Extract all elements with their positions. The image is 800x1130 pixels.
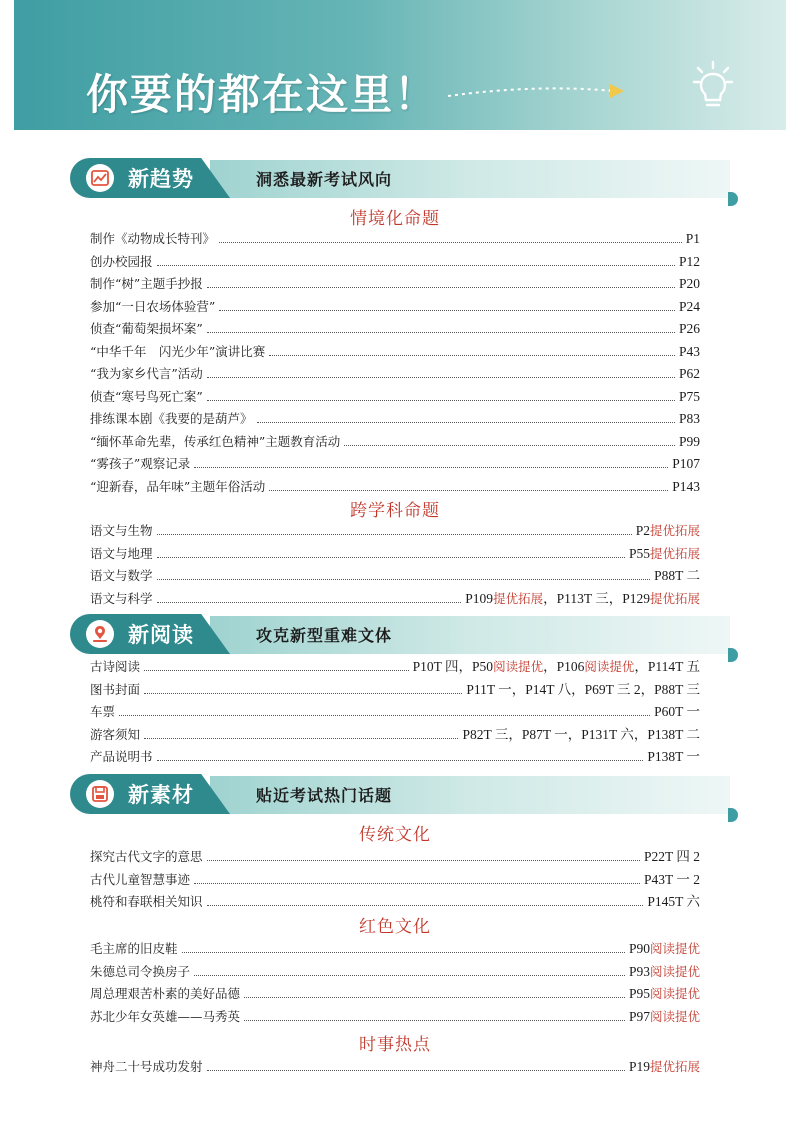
section-header xyxy=(70,774,730,814)
toc-entry[interactable] xyxy=(90,983,700,1003)
entry-page xyxy=(629,940,700,958)
entry-page xyxy=(629,1008,700,1026)
page-ref: P43 xyxy=(678,343,700,359)
dot-leader xyxy=(157,557,625,558)
entry-title: 侦查“葡萄架损坏案” xyxy=(90,321,203,336)
entry-title: 图书封面 xyxy=(90,681,141,697)
entry-title: “中华千年 闪光少年”演讲比赛 xyxy=(90,343,266,359)
toc-entry[interactable] xyxy=(90,869,700,889)
toc-entry[interactable] xyxy=(90,679,700,699)
entry-title: 古诗阅读 xyxy=(90,659,141,674)
page-ref: P11T 一，P14T 八，P69T 三 2，P88T 三 xyxy=(466,681,700,697)
toc-entry[interactable] xyxy=(90,408,700,428)
dot-leader xyxy=(207,905,644,906)
entry-page xyxy=(679,320,700,338)
entry-page xyxy=(629,985,700,1003)
entry-page xyxy=(465,590,700,608)
section-header xyxy=(70,614,730,654)
toc-entry[interactable] xyxy=(90,318,700,338)
practice-tag: 提优拓展 xyxy=(649,1059,700,1074)
section-header xyxy=(70,158,730,198)
toc-entry[interactable] xyxy=(90,363,700,383)
dot-leader xyxy=(157,602,462,603)
page-ref: P1 xyxy=(685,231,700,246)
toc-entry[interactable] xyxy=(90,476,700,496)
entry-title: 毛主席的旧皮鞋 xyxy=(90,941,178,956)
dot-leader xyxy=(269,355,675,356)
page-ref: P10T 四，P50 xyxy=(412,659,494,674)
entry-title: “雾孩子”观察记录 xyxy=(90,456,191,471)
entry-page xyxy=(629,545,700,563)
dot-leader xyxy=(207,400,675,401)
entry-page xyxy=(636,522,700,540)
practice-tag: 提优拓展 xyxy=(493,591,544,607)
category-title: 红色文化 xyxy=(359,917,431,937)
practice-tag: 阅读提优 xyxy=(584,659,635,674)
entry-page xyxy=(672,455,700,473)
section-badge xyxy=(86,620,114,648)
page-title: 你要的都在这里！ xyxy=(86,70,439,119)
page-ref: P26 xyxy=(678,321,700,336)
entry-title: 语文与科学 xyxy=(90,591,153,607)
dot-leader xyxy=(207,860,640,861)
entry-title: 语文与生物 xyxy=(90,523,153,538)
dot-leader xyxy=(344,445,675,446)
entry-title: 古代儿童智慧事迹 xyxy=(90,871,191,887)
entry-title: 朱德总司令换房子 xyxy=(90,963,191,979)
page-ref: P93 xyxy=(628,963,650,979)
dot-leader xyxy=(244,997,625,998)
entry-page xyxy=(654,567,700,585)
page-ref: P83 xyxy=(678,411,700,426)
category-title: 跨学科命题 xyxy=(350,501,440,521)
dot-leader xyxy=(207,287,675,288)
section-edge-tab xyxy=(728,648,738,662)
page-ref: P43T 一 2 xyxy=(643,871,700,887)
dot-leader xyxy=(157,579,651,580)
dot-leader xyxy=(244,1020,625,1021)
entry-page xyxy=(679,388,700,406)
practice-tag: 提优拓展 xyxy=(649,545,700,561)
entry-page xyxy=(462,726,700,744)
dot-leader xyxy=(119,715,650,716)
entry-title: 苏北少年女英雄——马秀英 xyxy=(90,1008,241,1024)
entry-page xyxy=(629,1058,700,1076)
entry-title: 排练课本剧《我要的是葫芦》 xyxy=(90,411,253,426)
dot-leader xyxy=(207,377,675,378)
entry-page xyxy=(679,365,700,383)
toc-entry[interactable] xyxy=(90,543,700,563)
entry-title: 语文与数学 xyxy=(90,568,153,584)
page-ref: P97 xyxy=(628,1008,650,1024)
page-ref: P99 xyxy=(678,433,700,449)
page-ref: P109 xyxy=(465,591,494,607)
toc-entry[interactable] xyxy=(90,938,700,958)
dot-leader xyxy=(157,265,675,266)
practice-tag: 阅读提优 xyxy=(649,986,700,1002)
section-name: 新趋势 xyxy=(128,167,194,191)
entry-page xyxy=(679,433,700,451)
toc-entry[interactable] xyxy=(90,1006,700,1026)
section-subtitle: 贴近考试热门话题 xyxy=(256,786,393,805)
toc-entry[interactable] xyxy=(90,746,700,766)
section-name: 新阅读 xyxy=(128,623,194,647)
practice-tag: 提优拓展 xyxy=(649,523,700,538)
entry-title: 车票 xyxy=(90,704,116,720)
entry-title: 产品说明书 xyxy=(90,749,153,765)
page-ref: P60T 一 xyxy=(654,704,700,720)
entry-page xyxy=(679,343,700,361)
category-title: 情境化命题 xyxy=(350,209,440,229)
entry-title: 周总理艰苦朴素的美好品德 xyxy=(90,986,241,1002)
page-ref: P19 xyxy=(628,1059,650,1074)
category-title: 传统文化 xyxy=(359,825,431,845)
toc-entry[interactable] xyxy=(90,520,700,540)
toc-entry[interactable] xyxy=(90,565,700,585)
practice-tag: 提优拓展 xyxy=(649,591,700,607)
page-ref: P145T 六 xyxy=(647,894,700,909)
dot-leader xyxy=(144,693,462,694)
entry-title: 探究古代文字的意思 xyxy=(90,849,203,864)
entry-title: “我为家乡代言”活动 xyxy=(90,366,203,381)
page-ref: P138T 一 xyxy=(647,749,700,765)
practice-tag: 阅读提优 xyxy=(649,963,700,979)
toc-entry[interactable] xyxy=(90,588,700,608)
page-ref: P24 xyxy=(678,298,700,314)
page-ref: P90 xyxy=(628,941,650,956)
section-badge xyxy=(86,164,114,192)
toc-entry[interactable] xyxy=(90,431,700,451)
entry-page xyxy=(679,253,700,271)
toc-entry[interactable] xyxy=(90,273,700,293)
section-badge xyxy=(86,780,114,808)
trend-chart-icon xyxy=(90,168,110,188)
page-ref: P62 xyxy=(678,366,700,381)
page-ref: P143 xyxy=(672,478,700,494)
entry-title: 桃符和春联相关知识 xyxy=(90,894,203,909)
toc-entry[interactable] xyxy=(90,891,700,911)
page-ref-extra: ，P114T 五 xyxy=(634,659,700,674)
entry-page xyxy=(647,748,700,766)
header-banner xyxy=(14,0,786,130)
page-ref: P20 xyxy=(678,276,700,291)
toc-entry[interactable] xyxy=(90,251,700,271)
entry-page xyxy=(413,658,700,676)
section-subtitle: 攻克新型重难文体 xyxy=(256,626,393,645)
entry-page xyxy=(647,893,700,911)
entry-page xyxy=(644,871,700,889)
toc-entry[interactable] xyxy=(90,961,700,981)
section-subtitle: 洞悉最新考试风向 xyxy=(256,170,393,189)
toc-entry[interactable] xyxy=(90,341,700,361)
dot-leader xyxy=(194,883,640,884)
dot-leader xyxy=(144,738,458,739)
toc-entry[interactable] xyxy=(90,228,700,248)
practice-tag: 阅读提优 xyxy=(493,659,544,674)
page-ref: P82T 三，P87T 一，P131T 六，P138T 二 xyxy=(462,726,700,742)
dot-leader xyxy=(157,760,644,761)
entry-page xyxy=(466,681,700,699)
page-ref: P55 xyxy=(628,545,650,561)
page-ref: P95 xyxy=(628,986,650,1002)
entry-page xyxy=(679,275,700,293)
page-ref-extra: ，P113T 三，P129 xyxy=(543,591,650,607)
entry-page xyxy=(679,410,700,428)
entry-page xyxy=(672,478,700,496)
page-ref: P88T 二 xyxy=(654,568,700,584)
page-ref: P107 xyxy=(672,456,700,471)
page-ref: P12 xyxy=(678,253,700,269)
toc-entry[interactable] xyxy=(90,701,700,721)
practice-tag: 阅读提优 xyxy=(649,941,700,956)
entry-title: 神舟二十号成功发射 xyxy=(90,1059,203,1074)
page-ref: P22T 四 2 xyxy=(643,849,700,864)
dot-leader xyxy=(219,310,675,311)
entry-page xyxy=(654,703,700,721)
entry-title: 语文与地理 xyxy=(90,545,153,561)
reading-pin-icon xyxy=(90,624,110,644)
entry-title: 侦查“寒号鸟死亡案” xyxy=(90,388,203,404)
section-edge-tab xyxy=(728,808,738,822)
toc-entry[interactable] xyxy=(90,656,700,676)
practice-tag: 阅读提优 xyxy=(649,1008,700,1024)
dot-leader xyxy=(194,467,668,468)
dot-leader xyxy=(257,422,675,423)
toc-entry[interactable] xyxy=(90,846,700,866)
dot-leader xyxy=(194,975,625,976)
entry-page xyxy=(629,963,700,981)
dotted-arrow-icon xyxy=(446,80,626,102)
dot-leader xyxy=(157,534,632,535)
page-ref: P75 xyxy=(678,388,700,404)
entry-title: 参加“一日农场体验营” xyxy=(90,298,216,314)
toc-entry[interactable] xyxy=(90,453,700,473)
toc-entry[interactable] xyxy=(90,1056,700,1076)
category-title: 时事热点 xyxy=(359,1035,431,1055)
lightbulb-icon xyxy=(692,60,734,112)
entry-title: “缅怀革命先辈，传承红色精神”主题教育活动 xyxy=(90,433,341,449)
dot-leader xyxy=(207,332,675,333)
toc-entry[interactable] xyxy=(90,386,700,406)
dot-leader xyxy=(182,952,625,953)
dot-leader xyxy=(207,1070,625,1071)
toc-entry[interactable] xyxy=(90,724,700,744)
dot-leader xyxy=(144,670,409,671)
entry-title: 制作“树”主题手抄报 xyxy=(90,276,203,291)
entry-title: 创办校园报 xyxy=(90,253,153,269)
entry-title: “迎新春，品年味”主题年俗活动 xyxy=(90,478,266,494)
entry-page xyxy=(686,230,700,248)
material-save-icon xyxy=(90,784,110,804)
toc-entry[interactable] xyxy=(90,296,700,316)
entry-title: 制作《动物成长特刊》 xyxy=(90,231,216,246)
dot-leader xyxy=(219,242,682,243)
section-name: 新素材 xyxy=(128,783,194,807)
dot-leader xyxy=(269,490,668,491)
entry-title: 游客须知 xyxy=(90,726,141,742)
entry-page xyxy=(644,848,700,866)
entry-page xyxy=(679,298,700,316)
page-ref-extra: ，P106 xyxy=(543,659,585,674)
page-ref: P2 xyxy=(635,523,650,538)
section-edge-tab xyxy=(728,192,738,206)
